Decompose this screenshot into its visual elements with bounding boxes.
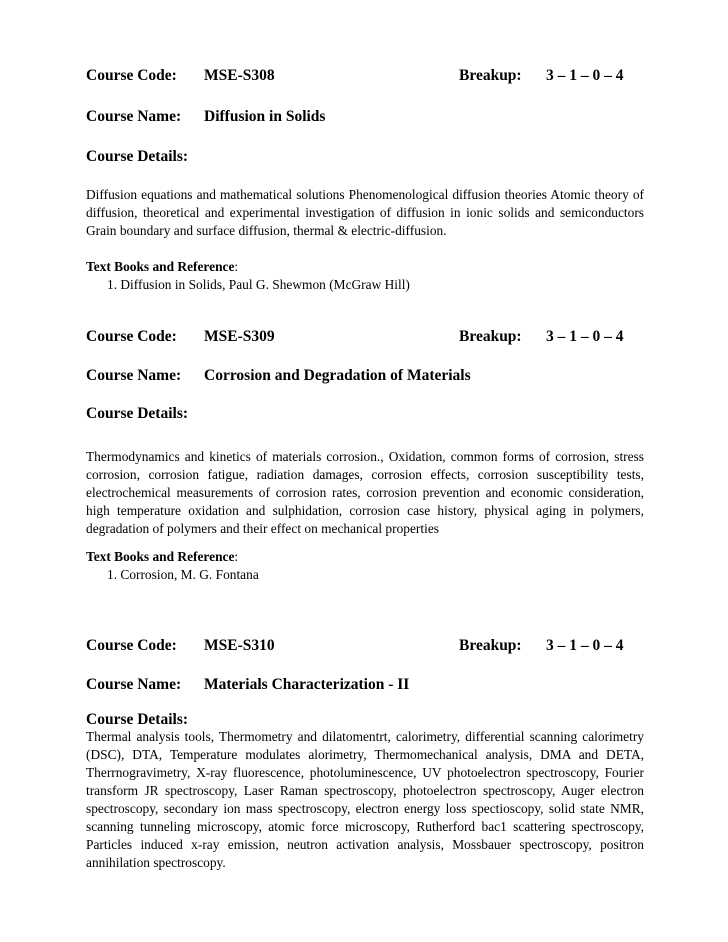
reference-item: 1. Diffusion in Solids, Paul G. Shewmon (McGraw Hill) [107, 277, 410, 292]
course-name-label: Course Name: [86, 367, 182, 384]
breakup-label: Breakup: [459, 67, 522, 84]
course-details-label: Course Details: [86, 148, 189, 165]
course-details-label: Course Details: [86, 711, 189, 728]
course-code-value: MSE-S310 [204, 637, 275, 654]
course-name-value: Corrosion and Degradation of Materials [204, 367, 471, 384]
course-details-text: Thermal analysis tools, Thermometry and dilatomentrt, calorimetry, differential scanning calorimetry (DSC), DTA, Temperature modulates alorimetry, Thermomechanical analysis, DMA and DETA, Therrnogravimetry, X-ray fluorescence, photoluminescence, UV photoelectron spectroscopy, Fourier transform JR spectroscopy, Laser Raman spectroscopy, photoelectron spectroscopy, Auger electron spectroscopy, secondary ion mass spectroscopy, electron energy loss spectioscopy, solid state NMR, scanning tunneling microscopy, atomic force microscopy, Rutherford bac1 scattering spectroscopy, Particles induced x-ray emission, neutron activation analysis, Mossbauer spectroscopy, positron annihilation spectroscopy. [86, 729, 644, 870]
course-name-label: Course Name: [86, 108, 182, 125]
course-name-value: Diffusion in Solids [204, 108, 326, 125]
course-code-label: Course Code: [86, 67, 177, 84]
breakup-value: 3 – 1 – 0 – 4 [546, 328, 624, 345]
breakup-value: 3 – 1 – 0 – 4 [546, 637, 624, 654]
course-details-label: Course Details: [86, 405, 189, 422]
course-name-value: Materials Characterization - II [204, 676, 410, 693]
references-colon: : [234, 549, 239, 564]
course-name-label: Course Name: [86, 676, 182, 693]
breakup-label: Breakup: [459, 637, 522, 654]
references-heading [86, 548, 238, 566]
course-code-value: MSE-S309 [204, 328, 275, 345]
references-heading [86, 258, 238, 276]
course-code-label: Course Code: [86, 328, 177, 345]
breakup-value: 3 – 1 – 0 – 4 [546, 67, 624, 84]
references-label: Text Books and Reference [86, 259, 235, 274]
breakup-label: Breakup: [459, 328, 522, 345]
course-details-text: Diffusion equations and mathematical solutions Phenomenological diffusion theories Atomic theory of diffusion, theoretical and experimental investigation of diffusion in ionic solids and semiconductors Grain boundary and surface diffusion, thermal & electric-diffusion. [86, 187, 644, 238]
course-code-value: MSE-S308 [204, 67, 275, 84]
reference-item: 1. Corrosion, M. G. Fontana [107, 567, 259, 582]
course-code-label: Course Code: [86, 637, 177, 654]
references-colon: : [234, 259, 239, 274]
course-details-text: Thermodynamics and kinetics of materials corrosion., Oxidation, common forms of corrosion, stress corrosion, corrosion fatigue, radiation damages, corrosion effects, corrosion susceptibility tests, electrochemical measurements of corrosion rates, corrosion prevention and economic consideration, high temperature oxidation and sulphidation, corrosion case history, physical aging in polymers, degradation of polymers and their effect on mechanical properties [86, 449, 644, 536]
references-label: Text Books and Reference [86, 549, 235, 564]
